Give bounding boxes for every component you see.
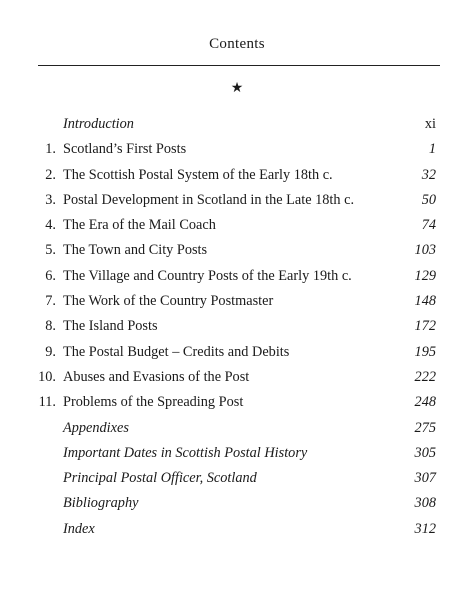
toc-entry — [0, 466, 474, 491]
chapter-number: 9. — [45, 343, 56, 360]
toc-entry — [0, 238, 474, 263]
chapter-number: 4. — [45, 217, 56, 234]
chapter-title: Principal Postal Officer, Scotland — [63, 470, 257, 487]
chapter-title: Index — [63, 520, 95, 537]
page-number: xi — [424, 116, 436, 132]
chapter-title: The Work of the Country Postmaster — [63, 293, 274, 310]
page-number: 312 — [414, 520, 436, 537]
page-number: 74 — [421, 217, 436, 234]
toc-entry — [0, 264, 474, 289]
toc-entry — [0, 188, 474, 213]
chapter-title: Appendixes — [63, 419, 129, 436]
chapter-number: 2. — [45, 166, 56, 183]
table-of-contents — [0, 112, 474, 542]
header-rule — [38, 65, 440, 66]
chapter-title: The Island Posts — [63, 318, 158, 335]
chapter-title: Important Dates in Scottish Postal History — [63, 444, 308, 461]
page-number: 129 — [414, 267, 436, 284]
toc-entry — [0, 390, 474, 415]
toc-entry — [0, 314, 474, 339]
chapter-title: Abuses and Evasions of the Post — [63, 368, 250, 385]
chapter-number: 10. — [38, 368, 56, 385]
toc-entry — [0, 416, 474, 441]
chapter-title: The Village and Country Posts of the Early 19th c. — [63, 267, 352, 284]
toc-entry — [0, 112, 474, 137]
chapter-title: Introduction — [63, 116, 134, 132]
toc-entry — [0, 517, 474, 542]
chapter-number: 5. — [45, 242, 56, 259]
toc-entry — [0, 163, 474, 188]
page-number: 248 — [414, 394, 436, 411]
chapter-number: 1. — [45, 141, 56, 158]
chapter-title: Scotland’s First Posts — [63, 141, 187, 158]
page-number: 308 — [414, 495, 436, 512]
chapter-title: The Scottish Postal System of the Early 18th c. — [63, 166, 333, 183]
page-number: 307 — [414, 470, 436, 487]
chapter-title: Postal Development in Scotland in the Late 18th c. — [63, 191, 355, 208]
chapter-number: 3. — [45, 191, 56, 208]
page-number: 103 — [414, 242, 436, 259]
star-icon: ★ — [230, 80, 244, 96]
toc-entry — [0, 441, 474, 466]
page-number: 148 — [414, 293, 436, 310]
page-number: 222 — [414, 368, 436, 385]
page-number: 32 — [421, 166, 436, 183]
toc-entry — [0, 491, 474, 516]
chapter-title: Bibliography — [63, 495, 139, 512]
chapter-title: The Town and City Posts — [63, 242, 208, 259]
chapter-number: 6. — [45, 267, 56, 284]
chapter-number: 7. — [45, 293, 56, 310]
page-number: 172 — [414, 318, 436, 335]
toc-entry — [0, 340, 474, 365]
page-number: 195 — [414, 343, 436, 360]
toc-entry — [0, 213, 474, 238]
chapter-title: The Postal Budget – Credits and Debits — [63, 343, 290, 360]
chapter-number: 8. — [45, 318, 56, 335]
toc-entry — [0, 289, 474, 314]
page-number: 275 — [414, 419, 436, 436]
page-number: 305 — [414, 444, 436, 461]
page-number: 50 — [421, 191, 436, 208]
toc-entry — [0, 365, 474, 390]
chapter-number: 11. — [38, 394, 56, 411]
page-number: 1 — [428, 141, 436, 158]
chapter-title: The Era of the Mail Coach — [63, 217, 216, 234]
toc-entry — [0, 137, 474, 162]
page-title: Contents — [209, 36, 265, 52]
chapter-title: Problems of the Spreading Post — [63, 394, 244, 411]
